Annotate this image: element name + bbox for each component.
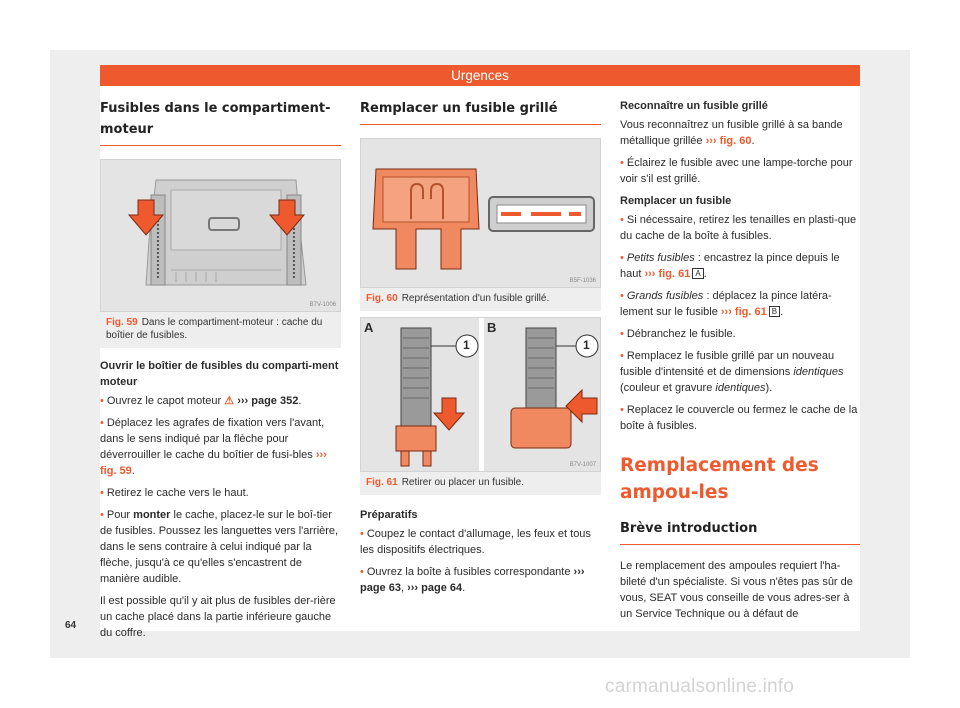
step-switch-off: • Coupez le contact d'allumage, les feux et tous les dispositifs électriques.	[360, 528, 591, 556]
figure-61-label-b: B	[487, 320, 497, 335]
figure-61-callout-b: 1	[583, 338, 590, 352]
step-open-fuse-box: • Ouvrez la boîte à fusibles correspondante ››› page 63, ››› page 64.	[360, 566, 585, 594]
bullet: •	[100, 487, 104, 499]
chapter-title-bulbs: Remplacement des ampou-les	[620, 455, 819, 503]
column-3	[620, 86, 860, 628]
step-small-fuses: • Petits fusibles : encastrez la pince depuis le haut ››› fig. 61 A .	[620, 252, 840, 280]
figure-61-number: Fig. 61	[366, 477, 398, 488]
page-ref-352[interactable]: ››› page 352	[237, 395, 299, 407]
box-label-a: A	[692, 268, 703, 279]
figure-59-caption-text: Dans le compartiment-moteur : cache du boîtier de fusibles.	[106, 317, 323, 341]
step-remove-cover: • Retirez le cache vers le haut.	[100, 487, 249, 499]
section-title-intro: Brève introduction	[620, 518, 860, 545]
bullet: •	[620, 157, 624, 169]
figure-61-caption-text: Retirer ou placer un fusible.	[401, 477, 524, 488]
step-move-clips: • Déplacez les agrafes de fixation vers l'avant, dans le sens indiqué par la flèche pour déverrouiller le cache du boîtier de fusi-bles ››› fig. 59.	[100, 417, 327, 477]
figure-60-code: B5F-1036	[569, 278, 596, 284]
fig-ref-61a[interactable]: ››› fig. 61	[644, 268, 691, 280]
text-recognize-fuse: Vous reconnaîtrez un fusible grillé à sa bande métallique grillée ››› fig. 60.	[620, 119, 843, 147]
figure-59	[100, 159, 341, 348]
subheading-open-fusebox: Ouvrir le boîtier de fusibles du comparti-ment moteur	[100, 360, 339, 388]
bullet: •	[100, 509, 104, 521]
figure-60	[360, 138, 601, 311]
figure-61-label-a: A	[364, 320, 374, 335]
fuse-box-cover-illustration	[101, 160, 341, 311]
bullet: •	[620, 290, 624, 302]
bullet: •	[100, 395, 104, 407]
figure-61-caption	[360, 472, 601, 495]
column-2	[360, 86, 601, 602]
bullet: •	[360, 528, 364, 540]
fuse-puller-illustration	[361, 318, 601, 471]
figure-59-code: B7V-1006	[309, 302, 336, 308]
figure-60-image	[360, 138, 601, 288]
bullet: •	[620, 404, 624, 416]
manual-page	[100, 86, 860, 639]
blown-fuse-illustration	[361, 139, 601, 287]
header-title: Urgences	[451, 68, 509, 83]
page-number: 64	[65, 620, 77, 631]
subheading-replace-fuse: Remplacer un fusible	[620, 195, 732, 207]
bullet: •	[620, 350, 624, 362]
fig-ref-61b[interactable]: ››› fig. 61	[720, 306, 767, 318]
subheading-preparation: Préparatifs	[360, 509, 418, 521]
step-large-fuses: • Grands fusibles : déplacez la pince latéra-lement sur le fusible ››› fig. 61 B .	[620, 290, 832, 318]
figure-61	[360, 317, 601, 495]
column-1	[100, 86, 341, 647]
figure-61-code: B7V-1007	[569, 462, 596, 468]
step-open-hood: • Ouvrez le capot moteur ⚠ ››› page 352.	[100, 395, 302, 407]
subheading-recognize-fuse: Reconnaître un fusible grillé	[620, 100, 768, 112]
figure-59-number: Fig. 59	[106, 317, 138, 328]
figure-61-image	[360, 317, 601, 472]
note-more-fuses: Il est possible qu'il y ait plus de fusibles der-rière un cache placé dans la partie inférieure gauche du coffre.	[100, 595, 336, 639]
section-title-replace-fuse: Remplacer un fusible grillé	[360, 86, 601, 125]
step-replace: • Remplacez le fusible grillé par un nouveau fusible d'intensité et de dimensions identiques (couleur et gravure identiques).	[620, 350, 844, 394]
step-remove-pliers: • Si nécessaire, retirez les tenailles en plasti-que du cache de la boîte à fusibles.	[620, 214, 857, 242]
figure-59-caption	[100, 312, 341, 348]
figure-60-caption-text: Représentation d'un fusible grillé.	[401, 293, 550, 304]
section-title-fuses-engine: Fusibles dans le compartiment-moteur	[100, 86, 341, 146]
figure-60-caption	[360, 288, 601, 311]
step-mount-cover: • Pour monter le cache, placez-le sur le boî-tier de fusibles. Poussez les languettes vers l'arrière, dans le sens contraire à celui indiqué par la flèche, jusqu'à ce qu'elles s'encastrent de manière audible.	[100, 509, 339, 585]
figure-61-callout-a: 1	[463, 338, 470, 352]
step-unplug: • Débranchez le fusible.	[620, 328, 736, 340]
bullet: •	[620, 252, 624, 264]
step-close-cover: • Replacez le couvercle ou fermez le cache de la boîte à fusibles.	[620, 404, 858, 432]
watermark: carmanualsonline.info	[605, 676, 795, 697]
box-label-b: B	[769, 306, 780, 317]
step-torch: • Éclairez le fusible avec une lampe-torche pour voir s'il est grillé.	[620, 157, 853, 185]
fig-ref-59[interactable]: ››› fig. 59	[100, 449, 327, 477]
bullet: •	[620, 214, 624, 226]
figure-59-image	[100, 159, 341, 312]
page-ref-63[interactable]: ››› page 63	[360, 566, 585, 594]
page-header	[100, 65, 860, 86]
bullet: •	[620, 328, 624, 340]
text-intro: Le remplacement des ampoules requiert l'ha-bileté d'un spécialiste. Si vous n'êtes pas sûr de vous, SEAT vous conseille de vous adres-ser à un Service Technique ou à défaut de	[620, 560, 853, 620]
figure-60-number: Fig. 60	[366, 293, 398, 304]
bullet: •	[360, 566, 364, 578]
page-ref-64[interactable]: ››› page 64	[407, 582, 463, 594]
fig-ref-60[interactable]: ››› fig. 60	[705, 135, 752, 147]
warning-icon: ⚠	[224, 395, 235, 407]
bullet: •	[100, 417, 104, 429]
